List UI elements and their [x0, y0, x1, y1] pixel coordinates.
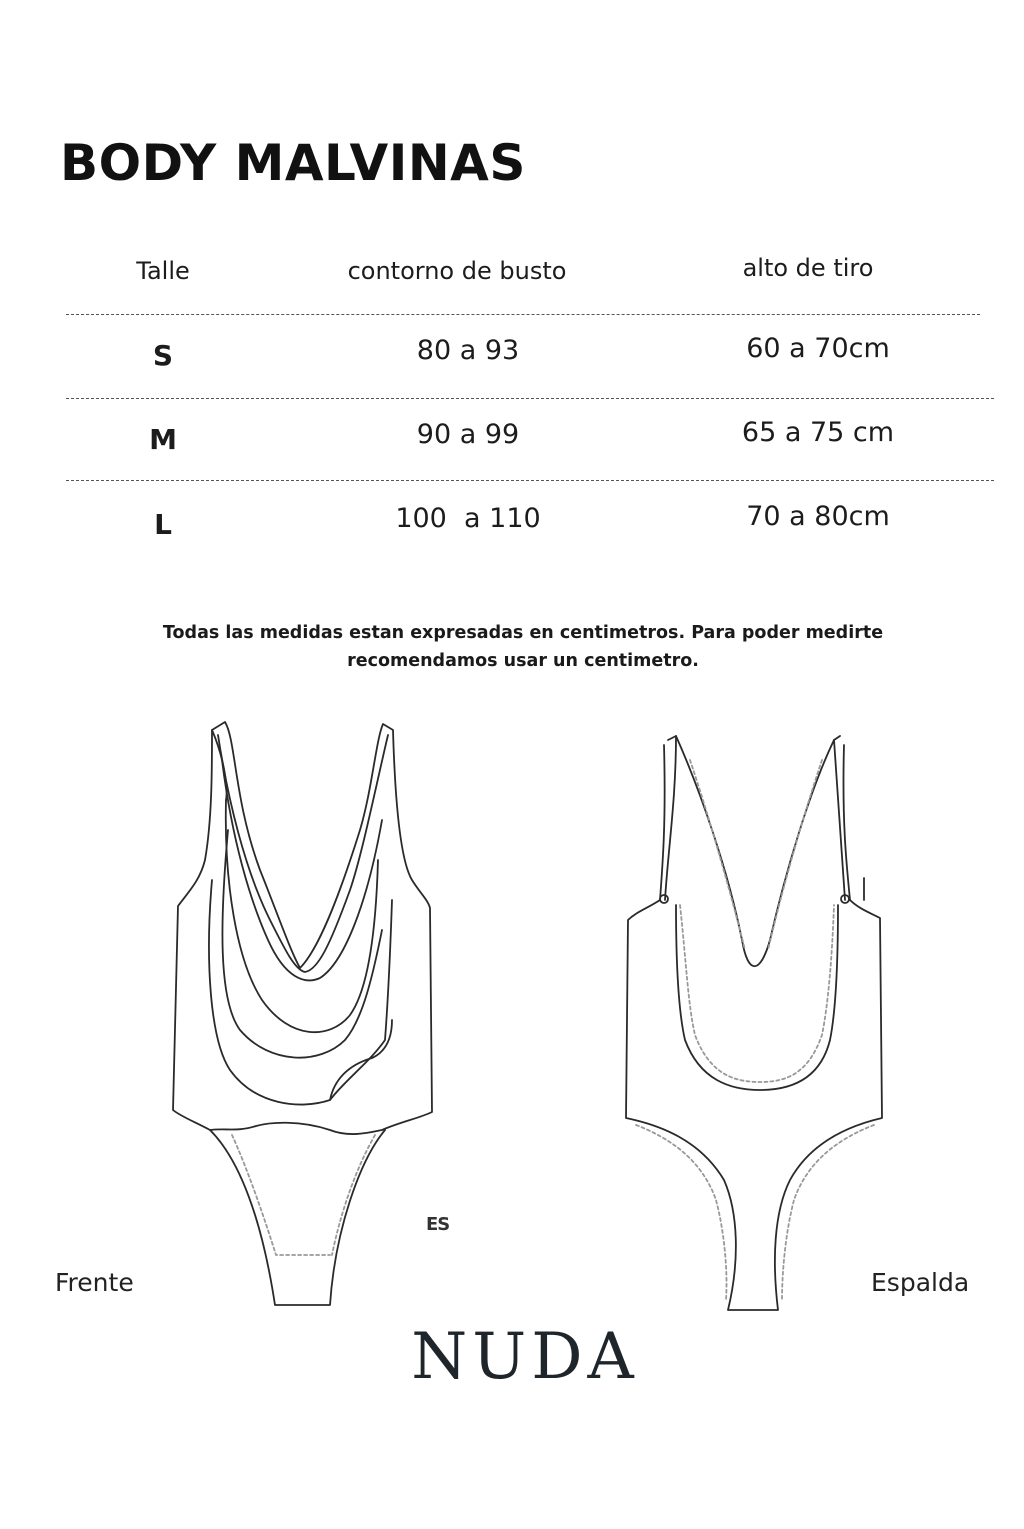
row-s-bust: 80 a 93 — [416, 335, 520, 366]
row-m-rise: 65 a 75 cm — [741, 417, 895, 448]
front-label: Frente — [55, 1268, 134, 1297]
row-l-rise: 70 a 80cm — [746, 501, 890, 532]
row-l-bust: 100 a 110 — [395, 503, 541, 534]
stray-mark: ES — [426, 1214, 450, 1235]
row-m-bust: 90 a 99 — [416, 419, 520, 450]
note-line-2: recomendamos usar un centimetro. — [347, 651, 699, 671]
table-divider — [66, 480, 994, 481]
row-s-rise: 60 a 70cm — [746, 333, 890, 364]
header-bust: contorno de busto — [347, 257, 567, 285]
bodysuit-back-sketch-icon — [620, 730, 890, 1320]
back-label: Espalda — [871, 1268, 970, 1297]
bodysuit-front-sketch-icon — [160, 712, 450, 1312]
brand-logo: NUDA — [411, 1320, 639, 1394]
table-divider — [66, 314, 980, 315]
row-s-size: S — [152, 339, 174, 372]
measurement-note — [100, 619, 946, 675]
row-m-size: M — [149, 423, 177, 456]
row-l-size: L — [154, 508, 172, 541]
page-title: BODY MALVINAS — [60, 134, 526, 192]
header-rise: alto de tiro — [742, 254, 874, 282]
header-size: Talle — [136, 257, 190, 285]
table-divider — [66, 398, 994, 399]
note-line-1: Todas las medidas estan expresadas en centimetros. Para poder medirte — [162, 623, 884, 643]
